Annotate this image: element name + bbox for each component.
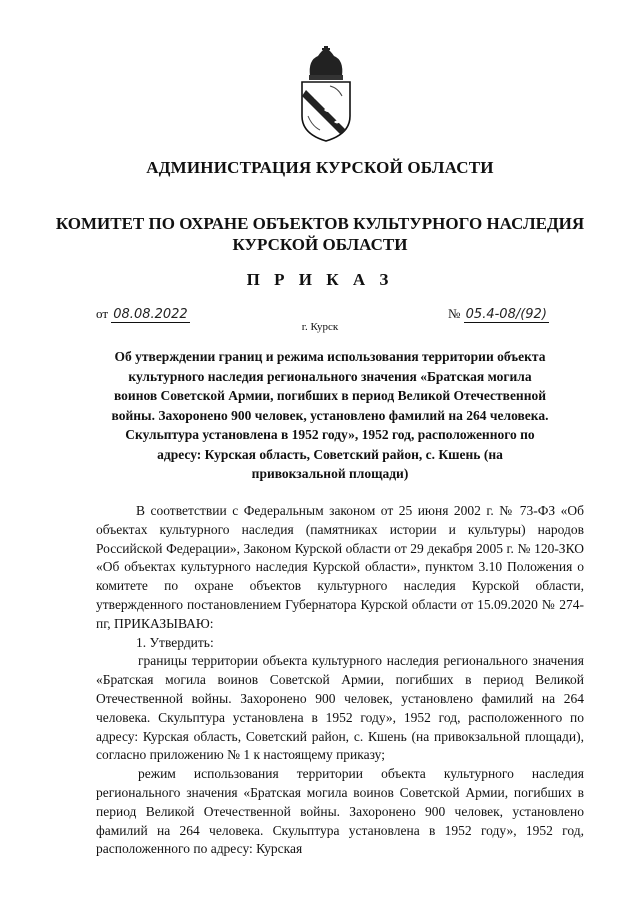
order-title: Об утверждении границ и режима использования территории объекта культурного наследия регионального значения «Братская могила воинов Советской Армии, погибших в период Великой Отечественной войны. Захоронено 900 человек, установлено фамилий на 264 человека. Скульптура установлена в 1952 году», 1952 год, расположенного по адресу: Курская область, Советский район, с. Кшень (на привокзальной площади) xyxy=(111,349,549,481)
document-type: П Р И К А З xyxy=(246,270,394,289)
preamble-paragraph: В соответствии с Федеральным законом от 25 июня 2002 г. № 73-ФЗ «Об объектах культурного наследия (памятниках истории и культуры) народов Российской Федерации», Законом Курской области от 29 декабря 2005 г. № 120-ЗКО «Об объектах культурного наследия Курской области», пунктом 3.10 Положения о комитете по охране объектов культурного наследия Курской области, утвержденного постановлением Губернатора Курской области от 15.09.2020 № 274-пг, ПРИКАЗЫВАЮ: xyxy=(96,503,584,631)
regime-paragraph: режим использования территории объекта культурного наследия регионального значения «Братская могила воинов Советской Армии, погибших в период Великой Отечественной войны. Захоронено 900 человек, установлено фамилий на 264 человека. Скульптура установлена в 1952 году», 1952 год, расположенного по адресу: Курская xyxy=(96,766,584,857)
boundaries-paragraph: границы территории объекта культурного наследия регионального значения «Братская могила воинов Советской Армии, погибших в период Великой Отечественной войны. Захоронено 900 человек, установлено фамилий на 264 человека. Скульптура установлена в 1952 году», 1952 год, расположенного по адресу: Курская область, Советский район, с. Кшень (на привокзальной площади), согласно приложению № 1 к настоящему приказу; xyxy=(96,653,584,763)
date-prefix: от xyxy=(96,306,109,321)
date-value: 08.08.2022 xyxy=(113,307,188,322)
coat-of-arms-icon xyxy=(296,46,356,142)
order-body xyxy=(96,502,584,859)
issue-city: г. Курск xyxy=(301,321,339,333)
committee-heading xyxy=(0,213,640,255)
committee-heading-line2: КУРСКОЙ ОБЛАСТИ xyxy=(232,235,408,254)
item-1: 1. Утвердить: xyxy=(136,634,214,650)
number-value: 05.4-08/(92) xyxy=(465,307,547,322)
committee-heading-line1: КОМИТЕТ ПО ОХРАНЕ ОБЪЕКТОВ КУЛЬТУРНОГО НАСЛЕДИЯ xyxy=(55,214,585,233)
administration-heading: АДМИНИСТРАЦИЯ КУРСКОЙ ОБЛАСТИ xyxy=(146,158,494,177)
number-prefix: № xyxy=(448,306,461,321)
